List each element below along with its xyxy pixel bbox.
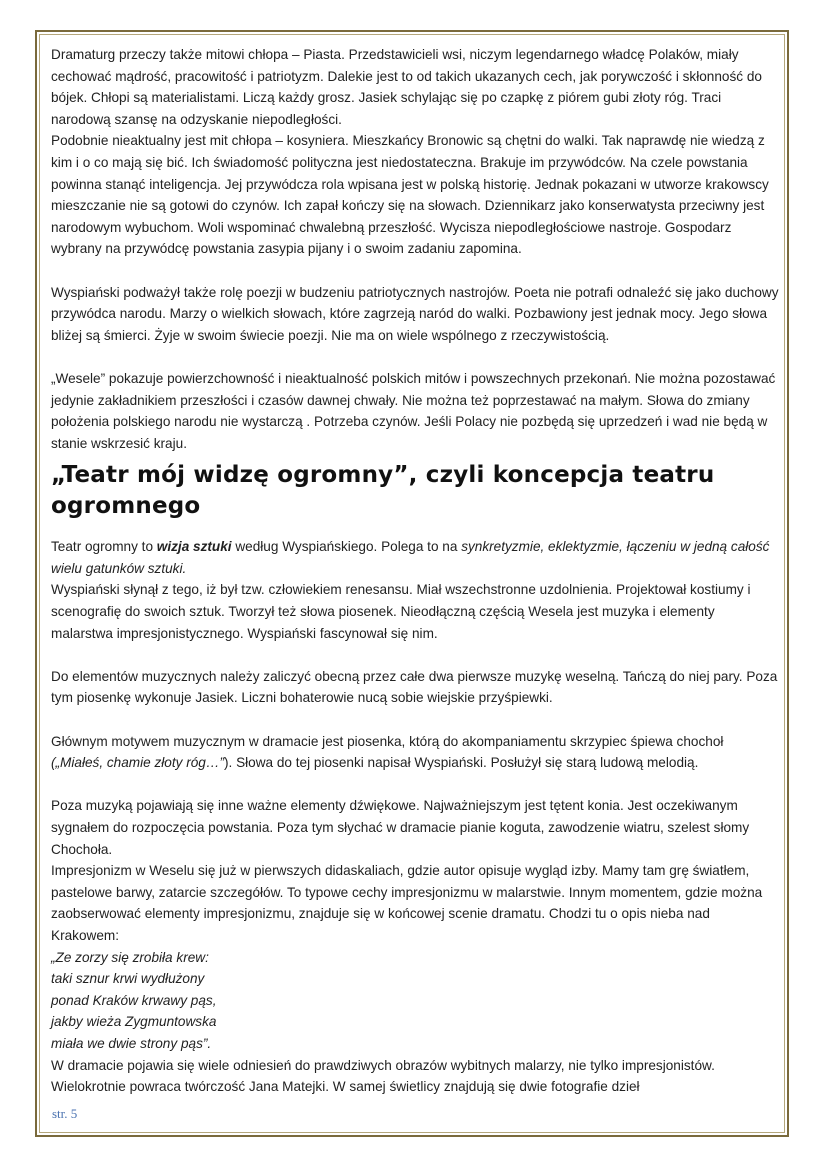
paragraph-kosynier: Podobnie nieaktualny jest mit chłopa – kosyniera. Mieszkańcy Bronowic są chętni do walki. Tak naprawdę nie wiedzą z kim i o co mają się bić. Ich świadomość polityczna jest niedostateczna. Brakuje im przywódców. Na czele powstania powinna stanąć inteligencja. Jej przywódcza rola wpisana jest w polską historię. Jednak pokazani w utworze krakowscy mieszczanie nie są gotowi do czynów. Ich zapał kończy się na słowach. Dziennikarz jako konserwatysta przeciwny jest narodowym wybuchom. Woli wspominać chwalebną przeszłość. Wycisza niepodległościowe nastroje. Gospodarz wybrany na przywódcę powstania zasypia pijany i o swoim zadaniu zapomina.: [51, 133, 769, 257]
document-body: [51, 44, 779, 1098]
verse-line: taki sznur krwi wydłużony: [51, 971, 205, 987]
intro-italic: synkretyzmie, eklektyzmie, łączeniu w jedną całość wielu gatunków sztuki.: [51, 539, 770, 576]
paragraph-teatr-ogromny: [51, 536, 779, 579]
paragraph-muzyka: Do elementów muzycznych należy zaliczyć obecną przez całe dwa pierwsze muzykę weselną. Tańczą do niej pary. Poza tym piosenkę wykonuje Jasiek. Liczni bohaterowie nucą sobie wiejskie przyśpiewki.: [51, 668, 778, 706]
verse-line: miała we dwie strony pąs”.: [51, 1035, 212, 1051]
chochol-text-1: Głównym motywem muzycznym w dramacie jest piosenka, którą do akompaniamentu skrzypiec śpiewa chochoł: [51, 733, 724, 749]
page-number: str. 5: [52, 1106, 78, 1121]
paragraph-chochol: [51, 731, 779, 774]
intro-bold-italic: wizja sztuki: [156, 539, 232, 555]
intro-text-1: Teatr ogromny to: [51, 539, 157, 555]
verse-line: jakby wieża Zygmuntowska: [51, 1014, 217, 1030]
chochol-text-2: ). Słowa do tej piosenki napisał Wyspiański. Posłużył się starą ludową melodią.: [223, 755, 699, 771]
paragraph-malarze: W dramacie pojawia się wiele odniesień do prawdziwych obrazów wybitnych malarzy, nie tylko impresjonistów. Wielokrotnie powraca twórczość Jana Matejki. W samej świetlicy znajdują się dwie fotografie dzieł: [51, 1057, 715, 1095]
verse-line: „Ze zorzy się zrobiła krew:: [51, 949, 209, 965]
verse-quote: [51, 947, 779, 1055]
paragraph-wesele: „Wesele” pokazuje powierzchowność i nieaktualność polskich mitów i powszechnych przekonań. Nie można pozostawać jedynie zakładnikiem przeszłości i czasów dawnej chwały. Nie można też poprzestawać na małym. Słowa do zmiany położenia polskiego narodu nie wystarczą . Potrzeba czynów. Jeśli Polacy nie pozbędą się uprzedzeń i wad nie będą w stanie wskrzesić kraju.: [51, 370, 776, 451]
chochol-italic: („Miałeś, chamie złoty róg…”: [51, 755, 224, 771]
section-heading: „Teatr mój widzę ogromny”, czyli koncepcja teatru ogromnego: [51, 462, 715, 520]
paragraph-impresjonizm: Impresjonizm w Weselu się już w pierwszych didaskaliach, gdzie autor opisuje wygląd izby. Mamy tam grę światłem, pastelowe barwy, zatarcie szczegółów. To typowe cechy impresjonizmu w malarstwie. Innym momentem, gdzie można zaobserwować elementy impresjonizmu, znajduje się w końcowej scenie dramatu. Chodzi tu o opis nieba nad Krakowem:: [51, 863, 763, 943]
paragraph-renesans: Wyspiański słynął z tego, iż był tzw. człowiekiem renesansu. Miał wszechstronne uzdolnienia. Projektował kostiumy i scenografię do swoich sztuk. Tworzył też słowa piosenek. Nieodłączną częścią Wesela jest muzyka i elementy malarstwa impresjonistycznego. Wyspiański fascynował się nim.: [51, 582, 751, 641]
intro-text-2: według Wyspiańskiego. Polega to na: [231, 539, 462, 555]
paragraph-poezja: Wyspiański podważył także rolę poezji w budzeniu patriotycznych nastrojów. Poeta nie potrafi odnaleźć się jako duchowy przywódca narodu. Marzy o wielkich słowach, które zagrzeją naród do walki. Pozbawiony jest jednak mocy. Jego słowa bliżej są śmierci. Żyje w swoim świecie poezji. Nie ma on wiele wspólnego z rzeczywistością.: [51, 284, 779, 343]
paragraph-piast: Dramaturg przeczy także mitowi chłopa – Piasta. Przedstawicieli wsi, niczym legendarnego władcę Polaków, miały cechować mądrość, pracowitość i patriotyzm. Dalekie jest to od takich ukazanych cech, jak porywczość i skłonność do bójek. Chłopi są materialistami. Liczą każdy grosz. Jasiek schylając się po czapkę z piórem gubi złoty róg. Traci narodową szansę na odzyskanie niepodległości.: [51, 47, 762, 127]
verse-line: ponad Kraków krwawy pąs,: [51, 992, 217, 1008]
paragraph-dzwieki: Poza muzyką pojawiają się inne ważne elementy dźwiękowe. Najważniejszym jest tętent konia. Jest oczekiwanym sygnałem do rozpoczęcia powstania. Poza tym słychać w dramacie pianie koguta, zawodzenie wiatru, szelest słomy Chochoła.: [51, 798, 750, 857]
